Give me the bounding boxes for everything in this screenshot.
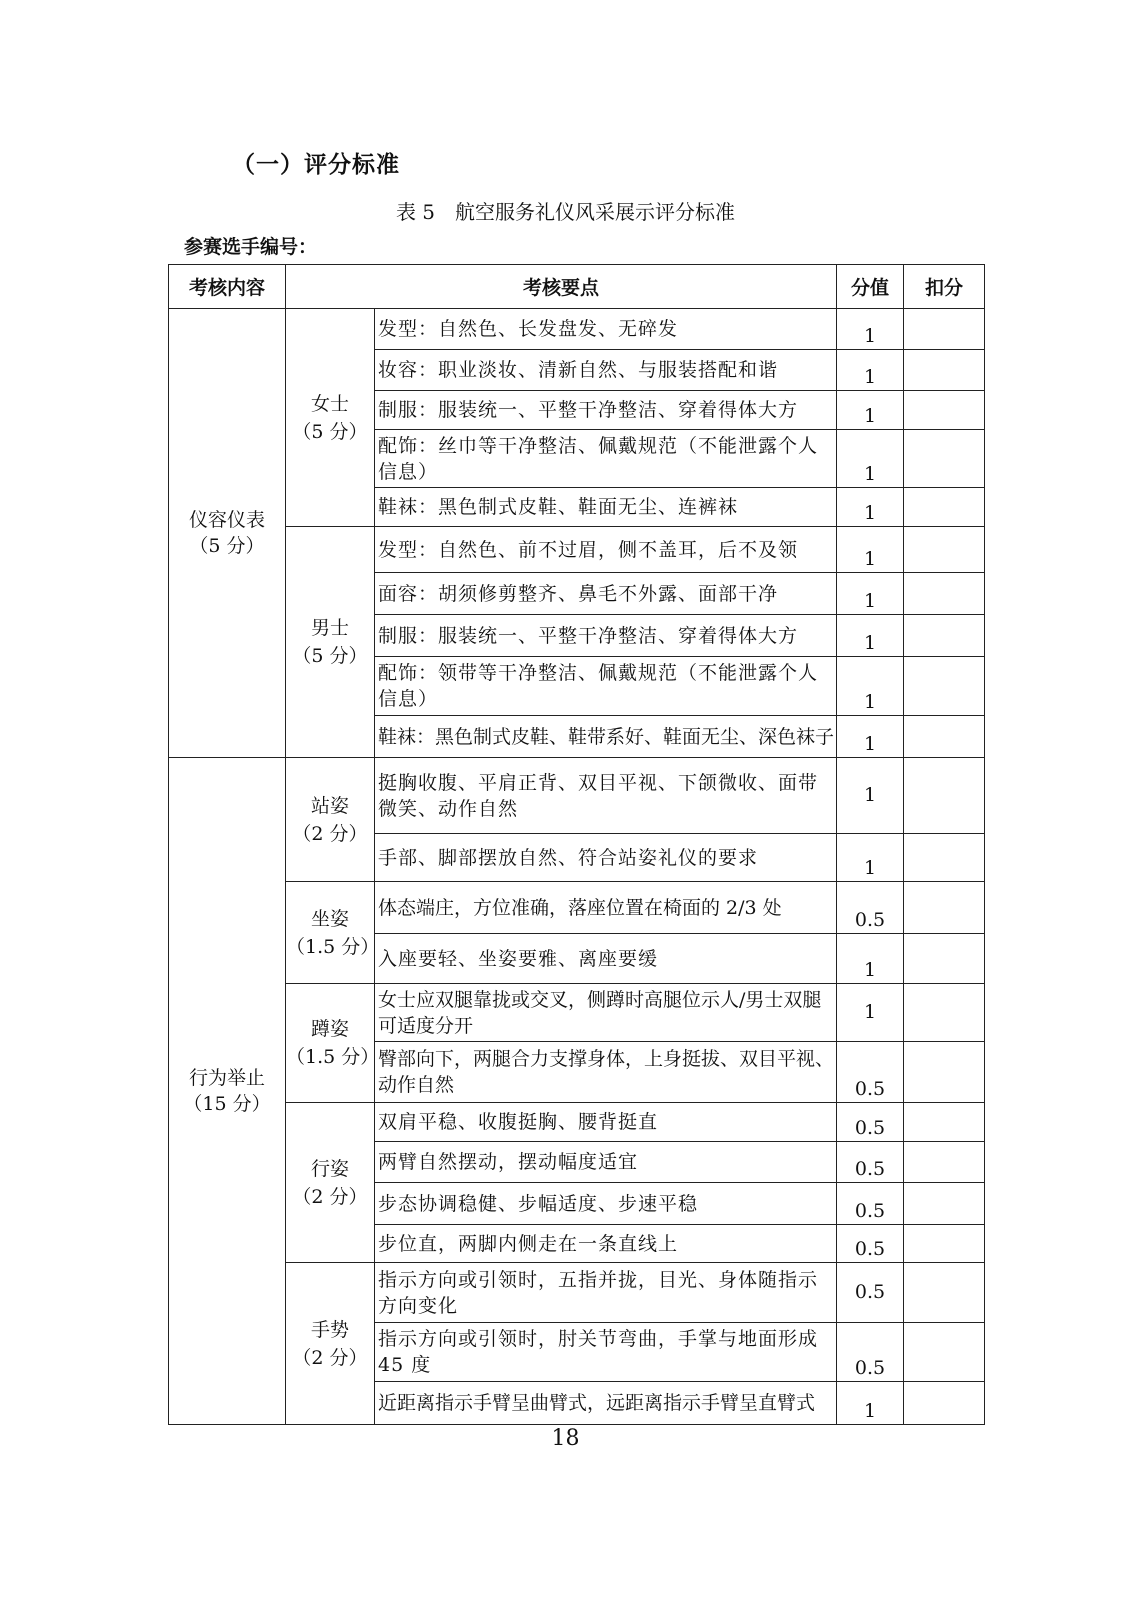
assessment-point: 制服：服装统一、平整干净整洁、穿着得体大方 (375, 615, 837, 657)
score-value: 1 (837, 657, 904, 716)
assessment-point: 步态协调稳健、步幅适度、步速平稳 (375, 1183, 837, 1225)
assessment-point: 挺胸收腹、平肩正背、双目平视、下颌微收、面带微笑、动作自然 (375, 758, 837, 834)
deduction-cell[interactable] (904, 615, 985, 657)
score-value: 0.5 (837, 1142, 904, 1183)
deduction-cell[interactable] (904, 984, 985, 1042)
category-cell (169, 758, 286, 1425)
score-value: 0.5 (837, 1263, 904, 1323)
score-value: 1 (837, 527, 904, 573)
deduction-cell[interactable] (904, 882, 985, 934)
deduction-cell[interactable] (904, 657, 985, 716)
score-value: 1 (837, 488, 904, 527)
score-value: 0.5 (837, 1103, 904, 1142)
section-heading: （一）评分标准 (232, 151, 400, 178)
score-value: 1 (837, 716, 904, 758)
group-total: （5 分） (292, 420, 368, 443)
assessment-point: 鞋袜：黑色制式皮鞋、鞋面无尘、连裤袜 (375, 488, 837, 527)
assessment-point: 手部、脚部摆放自然、符合站姿礼仪的要求 (375, 834, 837, 882)
table-caption: 表 5 航空服务礼仪风采展示评分标准 (395, 200, 736, 224)
group-cell (286, 758, 375, 882)
assessment-point: 发型：自然色、长发盘发、无碎发 (375, 309, 837, 350)
score-value: 1 (837, 1382, 904, 1425)
score-value: 1 (837, 934, 904, 984)
score-value: 1 (837, 350, 904, 391)
assessment-point: 入座要轻、坐姿要雅、离座要缓 (375, 934, 837, 984)
category-cell (169, 309, 286, 758)
group-name: 男士 (310, 617, 349, 639)
assessment-point: 近距离指示手臂呈曲臂式，远距离指示手臂呈直臂式 (375, 1382, 837, 1425)
group-name: 蹲姿 (310, 1018, 349, 1040)
assessment-point: 女士应双腿靠拢或交叉，侧蹲时高腿位示人/男士双腿可适度分开 (375, 984, 837, 1042)
group-cell (286, 882, 380, 984)
score-value: 1 (837, 834, 904, 882)
group-name: 手势 (310, 1318, 349, 1341)
assessment-point: 臀部向下，两腿合力支撑身体，上身挺拔、双目平视、动作自然 (375, 1042, 837, 1103)
assessment-point: 两臂自然摆动，摆动幅度适宜 (375, 1142, 837, 1183)
scoring-table (168, 264, 985, 1425)
score-value: 0.5 (837, 1042, 904, 1103)
group-cell (286, 1103, 375, 1263)
deduction-cell[interactable] (904, 1042, 985, 1103)
deduction-cell[interactable] (904, 309, 985, 350)
assessment-point: 妆容：职业淡妆、清新自然、与服装搭配和谐 (375, 350, 837, 391)
score-value: 1 (837, 573, 904, 615)
contestant-number-label: 参赛选手编号： (184, 236, 318, 258)
group-total: （2 分） (292, 1346, 368, 1369)
deduction-cell[interactable] (904, 1225, 985, 1263)
header-deduct: 扣分 (904, 265, 985, 309)
deduction-cell[interactable] (904, 1103, 985, 1142)
group-total: （1.5 分） (286, 935, 380, 958)
score-value: 1 (837, 984, 904, 1042)
assessment-point: 配饰：领带等干净整洁、佩戴规范（不能泄露个人信息） (375, 657, 837, 716)
table-row (169, 984, 985, 1042)
header-score: 分值 (837, 265, 904, 309)
deduction-cell[interactable] (904, 934, 985, 984)
assessment-point: 指示方向或引领时，五指并拢，目光、身体随指示方向变化 (375, 1263, 837, 1323)
assessment-point: 鞋袜：黑色制式皮鞋、鞋带系好、鞋面无尘、深色袜子 (375, 716, 837, 758)
deduction-cell[interactable] (904, 430, 985, 488)
score-value: 0.5 (837, 882, 904, 934)
table-row (169, 758, 985, 834)
assessment-point: 体态端庄，方位准确，落座位置在椅面的 2/3 处 (375, 882, 837, 934)
group-cell (286, 309, 375, 527)
assessment-point: 指示方向或引领时，肘关节弯曲，手掌与地面形成 45 度 (375, 1323, 837, 1382)
group-name: 女士 (310, 392, 349, 415)
group-name: 坐姿 (310, 907, 349, 930)
deduction-cell[interactable] (904, 716, 985, 758)
group-cell (286, 984, 380, 1103)
deduction-cell[interactable] (904, 1323, 985, 1382)
table-header-row (169, 265, 985, 309)
deduction-cell[interactable] (904, 488, 985, 527)
assessment-point: 发型：自然色、前不过眉，侧不盖耳，后不及领 (375, 527, 837, 573)
deduction-cell[interactable] (904, 350, 985, 391)
category-name: 仪容仪表 (188, 509, 265, 531)
group-name: 行姿 (310, 1157, 349, 1180)
deduction-cell[interactable] (904, 758, 985, 834)
group-name: 站姿 (310, 794, 349, 817)
score-value: 1 (837, 391, 904, 430)
assessment-point: 面容：胡须修剪整齐、鼻毛不外露、面部干净 (375, 573, 837, 615)
table-row (169, 527, 985, 573)
assessment-point: 步位直，两脚内侧走在一条直线上 (375, 1225, 837, 1263)
score-value: 1 (837, 309, 904, 350)
group-total: （1.5 分） (286, 1046, 380, 1068)
deduction-cell[interactable] (904, 1183, 985, 1225)
group-total: （2 分） (292, 1185, 368, 1208)
deduction-cell[interactable] (904, 1142, 985, 1183)
assessment-point: 配饰：丝巾等干净整洁、佩戴规范（不能泄露个人信息） (375, 430, 837, 488)
assessment-point: 双肩平稳、收腹挺胸、腰背挺直 (375, 1103, 837, 1142)
page-number: 18 (551, 1426, 580, 1451)
group-total: （2 分） (292, 822, 368, 845)
table-row (169, 882, 985, 934)
table-row (169, 1103, 985, 1142)
score-value: 0.5 (837, 1225, 904, 1263)
deduction-cell[interactable] (904, 834, 985, 882)
table-row (169, 309, 985, 350)
deduction-cell[interactable] (904, 527, 985, 573)
score-value: 1 (837, 430, 904, 488)
deduction-cell[interactable] (904, 1263, 985, 1323)
deduction-cell[interactable] (904, 391, 985, 430)
score-value: 1 (837, 615, 904, 657)
assessment-point: 制服：服装统一、平整干净整洁、穿着得体大方 (375, 391, 837, 430)
deduction-cell[interactable] (904, 573, 985, 615)
category-total: （15 分） (183, 1093, 271, 1115)
score-value: 0.5 (837, 1183, 904, 1225)
deduction-cell[interactable] (904, 1382, 985, 1425)
group-total: （5 分） (292, 645, 368, 667)
header-content: 考核内容 (169, 265, 286, 309)
score-value: 0.5 (837, 1323, 904, 1382)
group-cell (286, 1263, 375, 1425)
category-name: 行为举止 (188, 1067, 265, 1089)
table-row (169, 1263, 985, 1323)
header-points: 考核要点 (286, 265, 837, 309)
group-cell (286, 527, 375, 758)
category-total: （5 分） (189, 535, 265, 557)
score-value: 1 (837, 758, 904, 834)
